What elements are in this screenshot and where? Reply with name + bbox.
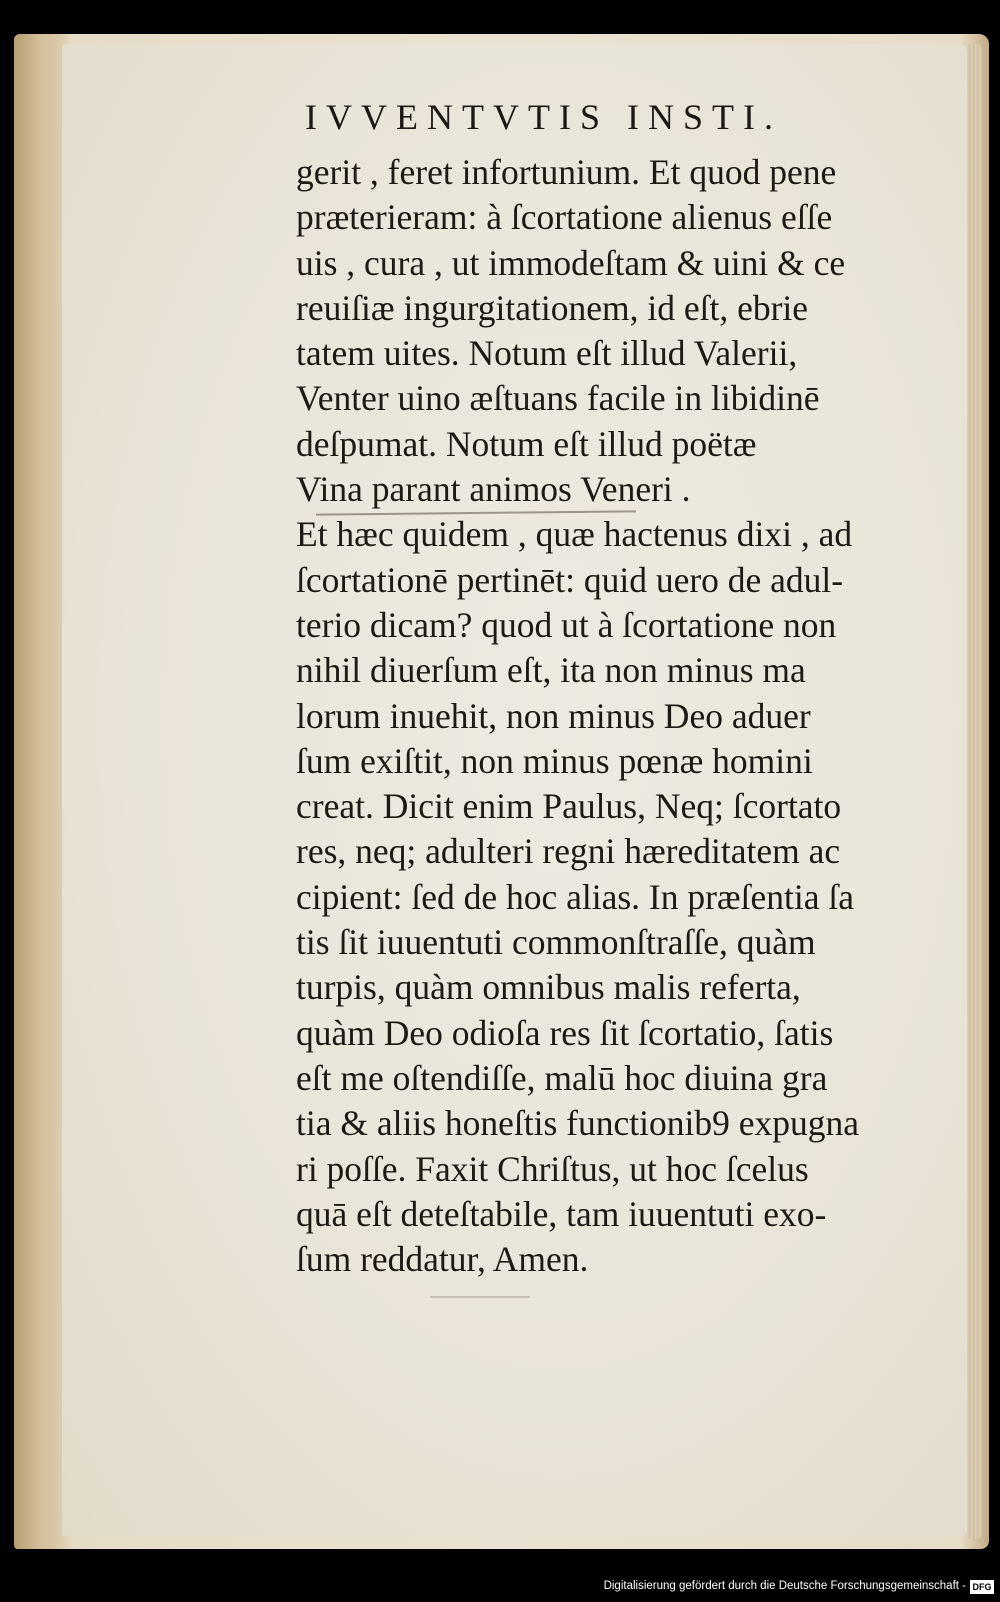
text-line: nihil diuerſum eſt, ita non minus ma xyxy=(296,650,806,691)
text-line: tatem uites. Notum eſt illud Valerii, xyxy=(296,333,798,374)
text-line: ri poſſe. Faxit Chriſtus, ut hoc ſcelus xyxy=(296,1148,809,1189)
text-line: eſt me oſtendiſſe, malū hoc diuina gra xyxy=(296,1057,828,1098)
text-line: Venter uino æſtuans facile in libidinē xyxy=(296,378,820,419)
dfg-logo: DFG xyxy=(970,1580,994,1594)
text-line: cipient: ſed de hoc alias. In præſentia ſa xyxy=(296,876,854,917)
text-line: tia & aliis honeſtis functionib9 expugna xyxy=(296,1103,859,1144)
text-line: terio dicam? quod ut à ſcortatione non xyxy=(296,604,837,645)
text-line: quàm Deo odioſa res ſit ſcortatio, ſatis xyxy=(296,1012,834,1053)
text-line: Vina parant animos Veneri . xyxy=(296,469,691,510)
text-line: reuiſiæ ingurgitationem, id eſt, ebrie xyxy=(296,287,809,328)
text-line: deſpumat. Notum eſt illud poëtæ xyxy=(296,423,757,464)
text-line: ſum exiſtit, non minus pœnæ homini xyxy=(296,740,813,781)
body-text xyxy=(296,150,956,1282)
text-line: uis , cura , ut immodeſtam & uini & ce xyxy=(296,242,846,283)
running-header: IVVENTVTIS INSTI. xyxy=(305,97,782,137)
text-line: lorum inuehit, non minus Deo aduer xyxy=(296,695,811,736)
text-line: ſum reddatur, Amen. xyxy=(296,1239,589,1280)
text-line: quā eſt deteſtabile, tam iuuentuti exo- xyxy=(296,1193,827,1234)
end-rule xyxy=(430,1296,530,1298)
text-line: Et hæc quidem , quæ hactenus dixi , ad xyxy=(296,514,853,555)
digitization-credit: Digitalisierung gefördert durch die Deutsche Forschungsgemeinschaft - xyxy=(603,1580,966,1592)
text-line: gerit , feret infortunium. Et quod pene xyxy=(296,152,837,192)
text-line: præterieram: à ſcortatione alienus eſſe xyxy=(296,197,833,238)
text-line: ſcortationē pertinēt: quid uero de adul- xyxy=(296,559,844,600)
text-line: tis ſit iuuentuti commonſtraſſe, quàm xyxy=(296,922,816,963)
page-edges xyxy=(968,44,982,1539)
text-line: res, neq; adulteri regni hæreditatem ac xyxy=(296,831,841,872)
text-line: creat. Dicit enim Paulus, Neq; ſcortato xyxy=(296,786,842,827)
text-line: turpis, quàm omnibus malis referta, xyxy=(296,967,801,1008)
